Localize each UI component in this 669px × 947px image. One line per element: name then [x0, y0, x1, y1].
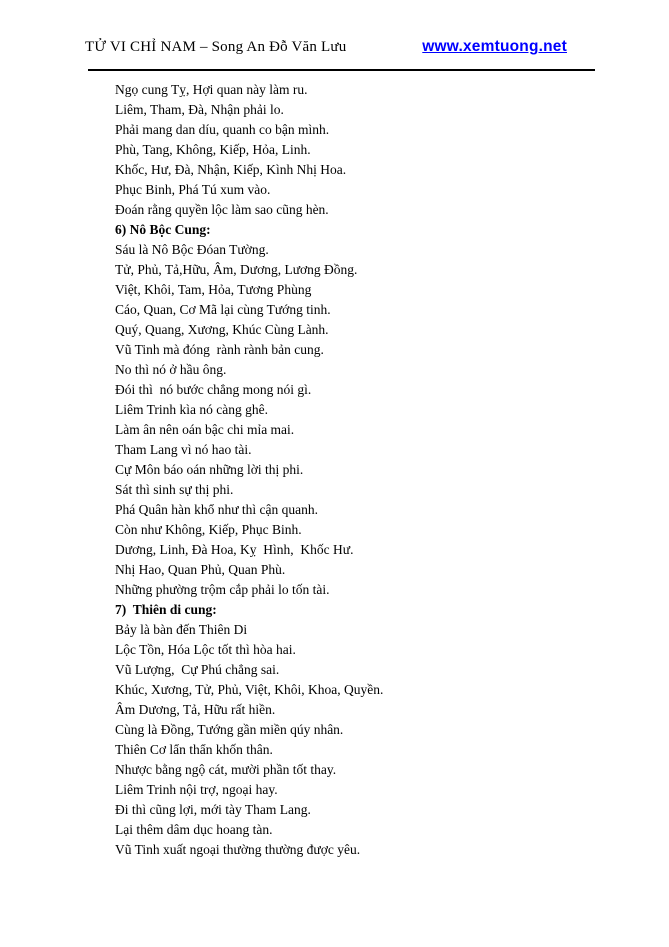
verse-line: Việt, Khôi, Tam, Hỏa, Tương Phùng: [115, 282, 312, 297]
verse-line: Tử, Phủ, Tả,Hữu, Âm, Dương, Lương Đồng.: [115, 262, 358, 277]
verse-line: Dương, Linh, Đà Hoa, Kỵ Hình, Khốc Hư.: [115, 542, 354, 557]
verse-line: Tham Lang vì nó hao tài.: [115, 442, 252, 457]
verse-line: Vũ Tinh xuất ngoại thường thường được yêu.: [115, 842, 361, 857]
header-title: TỬ VI CHỈ NAM – Song An Đỗ Văn Lưu: [85, 39, 347, 55]
header-link[interactable]: www.xemtuong.net: [422, 38, 567, 55]
verse-line: Phục Binh, Phá Tú xum vào.: [115, 182, 271, 197]
document-body: [115, 80, 595, 860]
verse-line: Liêm Trinh kìa nó càng ghê.: [115, 402, 268, 417]
verse-line: Đoán rằng quyền lộc làm sao cũng hèn.: [115, 202, 329, 217]
verse-line: Sát thì sinh sự thị phi.: [115, 482, 234, 497]
section-heading: 7) Thiên di cung:: [115, 602, 217, 617]
verse-line: Ngọ cung Tỵ, Hợi quan này làm ru.: [115, 82, 308, 97]
verse-line: Phá Quân hàn khổ như thì cận quanh.: [115, 502, 319, 517]
verse-line: Cáo, Quan, Cơ Mã lại cùng Tướng tinh.: [115, 302, 331, 317]
verse-line: Đói thì nó bước chẳng mong nói gì.: [115, 382, 312, 397]
verse-line: Phù, Tang, Không, Kiếp, Hỏa, Linh.: [115, 142, 311, 157]
verse-line: Âm Dương, Tả, Hữu rất hiền.: [115, 702, 276, 717]
verse-line: Khúc, Xương, Tử, Phủ, Việt, Khôi, Khoa, Quyền.: [115, 682, 384, 697]
verse-line: Bảy là bàn đến Thiên Di: [115, 622, 248, 637]
verse-line: Thiên Cơ lẩn thẩn khốn thân.: [115, 742, 273, 757]
section-heading: 6) Nô Bộc Cung:: [115, 222, 211, 237]
verse-line: Vũ Tinh mà đóng rành rành bản cung.: [115, 342, 324, 357]
verse-line: Đi thì cũng lợi, mới tày Tham Lang.: [115, 802, 311, 817]
verse-line: Phải mang dan díu, quanh co bận mình.: [115, 122, 330, 137]
verse-line: Khốc, Hư, Đà, Nhận, Kiếp, Kình Nhị Hoa.: [115, 162, 347, 177]
verse-line: Nhị Hao, Quan Phủ, Quan Phù.: [115, 562, 286, 577]
verse-line: Sáu là Nô Bộc Đóan Tường.: [115, 242, 269, 257]
verse-line: Liêm Trinh nội trợ, ngoại hay.: [115, 782, 278, 797]
verse-line: Nhược bằng ngộ cát, mười phần tốt thay.: [115, 762, 337, 777]
verse-line: Lộc Tồn, Hóa Lộc tốt thì hòa hai.: [115, 642, 296, 657]
verse-line: Làm ân nên oán bậc chi mỉa mai.: [115, 422, 295, 437]
page-header: [85, 38, 567, 56]
verse-line: Còn như Không, Kiếp, Phục Binh.: [115, 522, 302, 537]
verse-line: Quý, Quang, Xương, Khúc Cùng Lành.: [115, 322, 329, 337]
verse-line: Vũ Lượng, Cự Phú chẳng sai.: [115, 662, 280, 677]
verse-line: Lại thêm dâm dục hoang tàn.: [115, 822, 273, 837]
verse-line: Những phường trộm cắp phải lo tốn tài.: [115, 582, 330, 597]
verse-line: Liêm, Tham, Đà, Nhận phải lo.: [115, 102, 284, 117]
verse-line: No thì nó ở hầu ông.: [115, 362, 227, 377]
verse-line: Cự Môn báo oán những lời thị phi.: [115, 462, 304, 477]
verse-line: Cùng là Đồng, Tướng gần miền qúy nhân.: [115, 722, 344, 737]
header-divider: [88, 69, 595, 71]
